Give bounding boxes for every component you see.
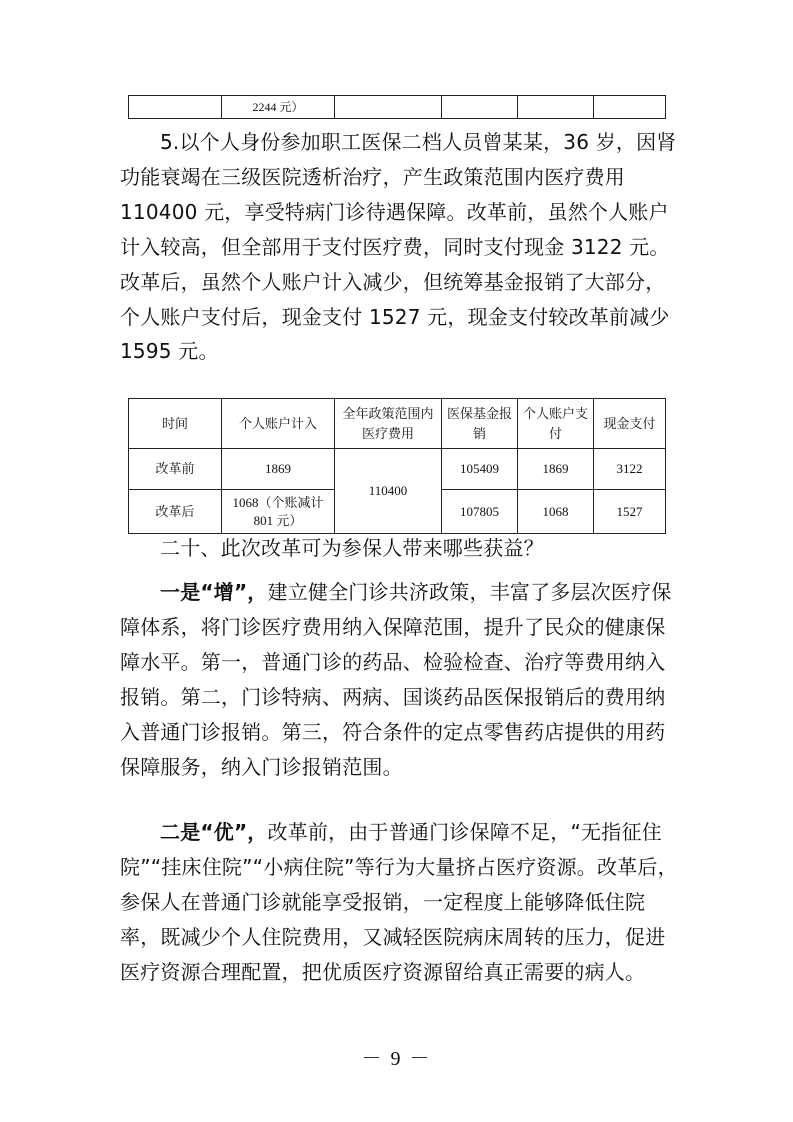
- cell-time: 改革后: [129, 490, 222, 534]
- comparison-table: [128, 398, 666, 534]
- benefit-you-lead: 二是“优”，: [160, 820, 268, 844]
- cell-cash: 3122: [594, 449, 666, 490]
- table-cell: 2244 元）: [222, 96, 335, 119]
- benefit-zeng-text: 建立健全门诊共济政策，丰富了多层次医疗保障体系，将门诊医疗费用纳入保障范围，提升了民众的健康保障水平。第一，普通门诊的药品、检验检查、治疗等费用纳入报销。第二，门诊特病、两病、国谈药品医保报销后的费用纳入普通门诊报销。第三，符合条件的定点零售药店提供的用药保障服务，纳入门诊报销范围。: [120, 580, 672, 779]
- benefit-zeng-paragraph: [120, 575, 680, 784]
- page-number: － 9 －: [361, 1048, 432, 1070]
- benefit-you-text: 改革前，由于普通门诊保障不足，“无指征住院”“挂床住院”“小病住院”等行为大量挤占医疗资源。改革后，参保人在普通门诊就能享受报销，一定程度上能够降低住院率，既减少个人住院费用，又减轻医院病床周转的压力，促进医疗资源合理配置，把优质医疗资源留给真正需要的病人。: [120, 820, 678, 984]
- cell-account-in: 1068（个账减计 801 元）: [222, 490, 335, 534]
- header-account-payment: 个人账户支付: [518, 399, 594, 449]
- table-row: [129, 449, 666, 490]
- table-cell: [129, 96, 222, 119]
- benefit-you-paragraph: [120, 815, 680, 990]
- cell-account-pay: 1068: [518, 490, 594, 534]
- header-time: 时间: [129, 399, 222, 449]
- header-fund-reimbursement: 医保基金报销: [442, 399, 518, 449]
- table-cell: [442, 96, 518, 119]
- cell-fund: 105409: [442, 449, 518, 490]
- table-cell: [594, 96, 666, 119]
- table-row: [129, 96, 666, 119]
- header-total-cost: 全年政策范围内医疗费用: [335, 399, 442, 449]
- header-cash-payment: 现金支付: [594, 399, 666, 449]
- section-heading: 二十、此次改革可为参保人带来哪些获益？: [160, 536, 544, 560]
- continued-table-fragment: [128, 95, 666, 119]
- cell-fund: 107805: [442, 490, 518, 534]
- benefit-zeng-lead: 一是“增”，: [160, 580, 268, 604]
- cell-cash: 1527: [594, 490, 666, 534]
- case-5-paragraph: 5.以个人身份参加职工医保二档人员曾某某，36 岁，因肾功能衰竭在三级医院透析治疗，产生政策范围内医疗费用 110400 元，享受特病门诊待遇保障。改革前，虽然个人账户计入较高，但全部用于支付医疗费，同时支付现金 3122 元。改革后，虽然个人账户计入减少，但统筹基金报销了大部分，个人账户支付后，现金支付 1527 元，现金支付较改革前减少 1595 元。: [120, 130, 677, 364]
- table-header-row: [129, 399, 666, 449]
- cell-account-in: 1869: [222, 449, 335, 490]
- cell-account-pay: 1869: [518, 449, 594, 490]
- table-cell: [335, 96, 442, 119]
- header-account-in: 个人账户计入: [222, 399, 335, 449]
- cell-time: 改革前: [129, 449, 222, 490]
- cell-total-cost: 110400: [335, 449, 442, 534]
- table-cell: [518, 96, 594, 119]
